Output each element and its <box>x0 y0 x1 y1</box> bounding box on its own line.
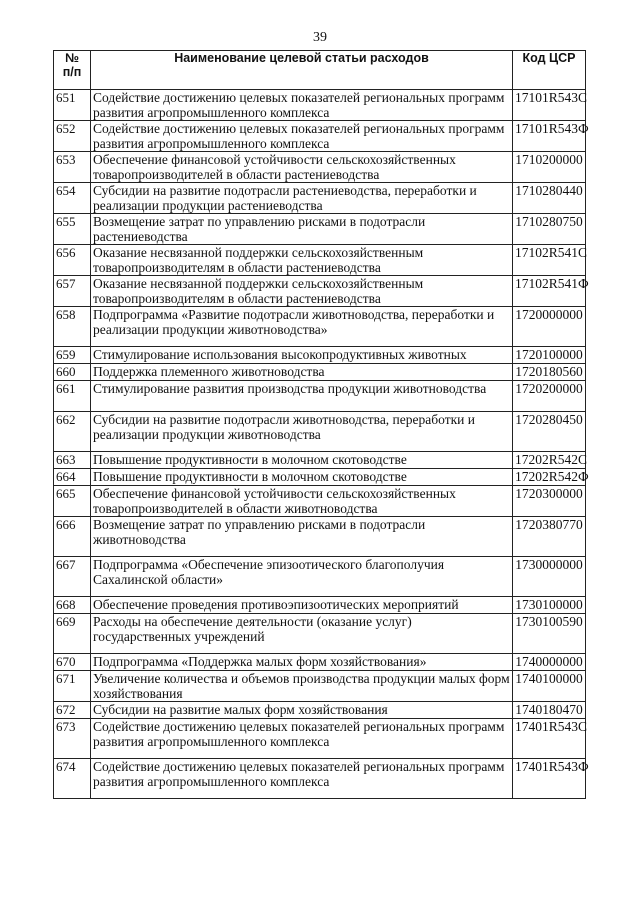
row-code: 1720300000 <box>513 486 586 517</box>
row-name: Стимулирование использования высокопродуктивных животных <box>91 347 513 364</box>
table-header-row <box>54 51 586 90</box>
row-number: 657 <box>54 276 91 307</box>
column-header-code: Код ЦСР <box>513 51 586 90</box>
row-number: 651 <box>54 90 91 121</box>
row-number: 654 <box>54 183 91 214</box>
table-row <box>54 702 586 719</box>
row-code: 1710280750 <box>513 214 586 245</box>
row-code: 17401R543C <box>513 719 586 759</box>
page-number: 39 <box>313 30 327 45</box>
row-name: Содействие достижению целевых показателей региональных программ развития агропромышленного комплекса <box>91 719 513 759</box>
table-row <box>54 759 586 799</box>
row-name: Содействие достижению целевых показателей региональных программ развития агропромышленного комплекса <box>91 759 513 799</box>
row-code: 1720000000 <box>513 307 586 347</box>
budget-items-table <box>53 50 589 799</box>
row-number: 673 <box>54 719 91 759</box>
row-name: Обеспечение финансовой устойчивости сельскохозяйственных товаропроизводителей в области животноводства <box>91 486 513 517</box>
row-number: 658 <box>54 307 91 347</box>
row-code: 1720280450 <box>513 412 586 452</box>
row-code: 1710200000 <box>513 152 586 183</box>
row-code: 1740000000 <box>513 654 586 671</box>
row-number: 664 <box>54 469 91 486</box>
row-code: 1720380770 <box>513 517 586 557</box>
table-row <box>54 452 586 469</box>
column-header-number-abbr: п/п <box>62 65 82 79</box>
table-row <box>54 517 586 557</box>
row-code: 1710280440 <box>513 183 586 214</box>
row-number: 671 <box>54 671 91 702</box>
row-number: 665 <box>54 486 91 517</box>
row-name: Повышение продуктивности в молочном скотоводстве <box>91 469 513 486</box>
table-row <box>54 152 586 183</box>
row-code: 1740100000 <box>513 671 586 702</box>
row-name: Оказание несвязанной поддержки сельскохозяйственным товаропроизводителям в области растениеводства <box>91 276 513 307</box>
row-name: Оказание несвязанной поддержки сельскохозяйственным товаропроизводителям в области растениеводства <box>91 245 513 276</box>
table-row <box>54 671 586 702</box>
column-header-name: Наименование целевой статьи расходов <box>91 51 513 90</box>
row-name: Возмещение затрат по управлению рисками в подотрасли растениеводства <box>91 214 513 245</box>
row-name: Подпрограмма «Обеспечение эпизоотического благополучия Сахалинской области» <box>91 557 513 597</box>
table-row <box>54 347 586 364</box>
row-number: 669 <box>54 614 91 654</box>
row-code: 17101R543Ф <box>513 121 586 152</box>
row-name: Повышение продуктивности в молочном скотоводстве <box>91 452 513 469</box>
row-name: Обеспечение финансовой устойчивости сельскохозяйственных товаропроизводителей в области растениеводства <box>91 152 513 183</box>
table-row <box>54 597 586 614</box>
table-row <box>54 486 586 517</box>
row-number: 668 <box>54 597 91 614</box>
row-number: 666 <box>54 517 91 557</box>
row-name: Увеличение количества и объемов производства продукции малых форм хозяйствования <box>91 671 513 702</box>
row-code: 1720100000 <box>513 347 586 364</box>
table-row <box>54 245 586 276</box>
row-name: Субсидии на развитие подотрасли животноводства, переработки и реализации продукции животноводства <box>91 412 513 452</box>
row-number: 653 <box>54 152 91 183</box>
row-code: 17102R541C <box>513 245 586 276</box>
row-name: Поддержка племенного животноводства <box>91 364 513 381</box>
table-row <box>54 412 586 452</box>
row-number: 660 <box>54 364 91 381</box>
row-code: 1730100000 <box>513 597 586 614</box>
row-name: Расходы на обеспечение деятельности (оказание услуг) государственных учреждений <box>91 614 513 654</box>
column-header-number <box>54 51 91 90</box>
row-code: 1720180560 <box>513 364 586 381</box>
row-code: 17202R542Ф <box>513 469 586 486</box>
row-number: 652 <box>54 121 91 152</box>
row-number: 661 <box>54 381 91 412</box>
row-number: 674 <box>54 759 91 799</box>
table-row <box>54 719 586 759</box>
row-number: 663 <box>54 452 91 469</box>
row-code: 17101R543C <box>513 90 586 121</box>
table-row <box>54 121 586 152</box>
row-code: 1740180470 <box>513 702 586 719</box>
row-number: 656 <box>54 245 91 276</box>
row-code: 1720200000 <box>513 381 586 412</box>
table-row <box>54 381 586 412</box>
column-header-number-symbol: № <box>65 51 79 65</box>
row-name: Стимулирование развития производства продукции животноводства <box>91 381 513 412</box>
table-row <box>54 214 586 245</box>
table-row <box>54 364 586 381</box>
table-row <box>54 469 586 486</box>
row-number: 662 <box>54 412 91 452</box>
table-row <box>54 276 586 307</box>
row-name: Обеспечение проведения противоэпизоотических мероприятий <box>91 597 513 614</box>
row-number: 670 <box>54 654 91 671</box>
row-number: 672 <box>54 702 91 719</box>
row-code: 1730100590 <box>513 614 586 654</box>
row-name: Подпрограмма «Поддержка малых форм хозяйствования» <box>91 654 513 671</box>
row-name: Содействие достижению целевых показателей региональных программ развития агропромышленного комплекса <box>91 121 513 152</box>
table-row <box>54 183 586 214</box>
table-row <box>54 614 586 654</box>
row-code: 17102R541Ф <box>513 276 586 307</box>
row-name: Субсидии на развитие малых форм хозяйствования <box>91 702 513 719</box>
table-row <box>54 307 586 347</box>
table-row <box>54 654 586 671</box>
row-name: Субсидии на развитие подотрасли растениеводства, переработки и реализации продукции растениеводства <box>91 183 513 214</box>
row-code: 17202R542C <box>513 452 586 469</box>
table-row <box>54 90 586 121</box>
table-row <box>54 557 586 597</box>
row-code: 17401R543Ф <box>513 759 586 799</box>
row-name: Возмещение затрат по управлению рисками в подотрасли животноводства <box>91 517 513 557</box>
row-number: 655 <box>54 214 91 245</box>
row-code: 1730000000 <box>513 557 586 597</box>
row-number: 659 <box>54 347 91 364</box>
row-name: Подпрограмма «Развитие подотрасли животноводства, переработки и реализации продукции животноводства» <box>91 307 513 347</box>
row-name: Содействие достижению целевых показателей региональных программ развития агропромышленного комплекса <box>91 90 513 121</box>
row-number: 667 <box>54 557 91 597</box>
